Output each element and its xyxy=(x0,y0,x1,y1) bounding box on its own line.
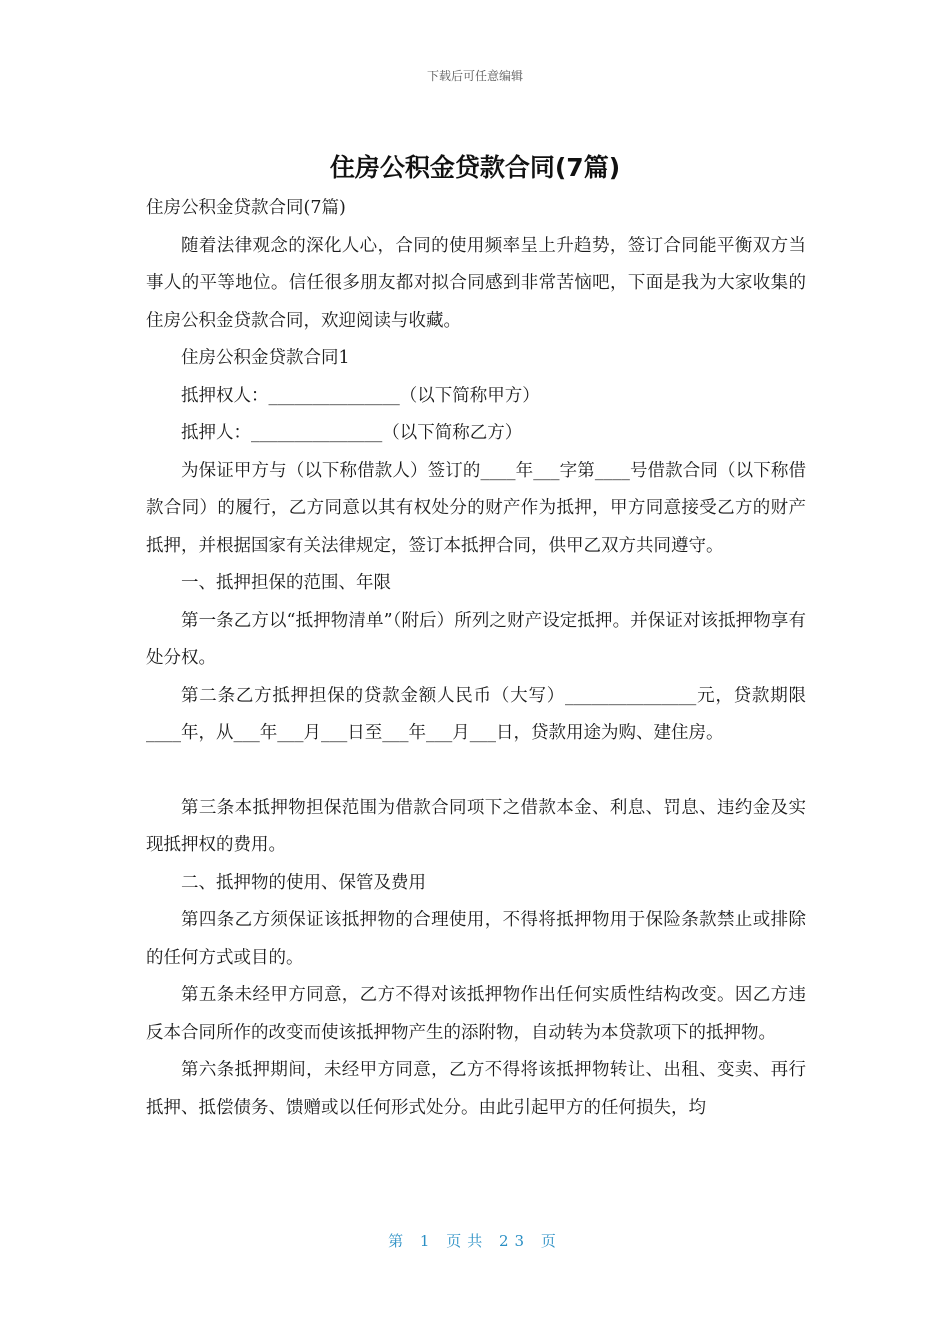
document-title: 住房公积金贷款合同(7篇) xyxy=(329,153,621,182)
section-heading-2: 二、抵押物的使用、保管及费用 xyxy=(181,872,426,893)
paragraph-subtitle: 住房公积金贷款合同(7篇) xyxy=(146,198,346,218)
paragraph-intro: 随着法律观念的深化人心，合同的使用频率呈上升趋势，签订合同能平衡双方当事人的平等地位。信任很多朋友都对拟合同感到非常苦恼吧，下面是我为大家收集的住房公积金贷款合同，欢迎阅读与收藏。 xyxy=(146,235,806,331)
paragraph-contract-heading: 住房公积金贷款合同1 xyxy=(181,348,350,368)
section-heading-1: 一、抵押担保的范围、年限 xyxy=(181,573,391,593)
paragraph-article-1: 第一条乙方以“抵押物清单”（附后）所列之财产设定抵押。并保证对该抵押物享有处分权。 xyxy=(146,610,806,668)
paragraph-article-6: 第六条抵押期间，未经甲方同意，乙方不得将该抵押物转让、出租、变卖、再行抵押、抵偿债务、馈赠或以任何形式处分。由此引起甲方的任何损失，均 xyxy=(146,1060,806,1118)
paragraph-preamble: 为保证甲方与（以下称借款人）签订的____年___字第____号借款合同（以下称借款合同）的履行，乙方同意以其有权处分的财产作为抵押，甲方同意接受乙方的财产抵押，并根据国家有关法律规定，签订本抵押合同，供甲乙双方共同遵守。 xyxy=(146,460,806,556)
paragraph-article-4: 第四条乙方须保证该抵押物的合理使用，不得将抵押物用于保险条款禁止或排除的任何方式或目的。 xyxy=(146,910,806,968)
paragraph-article-2: 第二条乙方抵押担保的贷款金额人民币（大写）_______________元，贷款期限____年，从___年___月___日至___年___月___日，贷款用途为购、建住房。 xyxy=(146,685,806,743)
paragraph-article-5: 第五条未经甲方同意，乙方不得对该抵押物作出任何实质性结构改变。因乙方违反本合同所作的改变而使该抵押物产生的添附物，自动转为本贷款项下的抵押物。 xyxy=(146,985,806,1043)
document-body xyxy=(146,190,806,1127)
paragraph-mortgagee: 抵押权人：_______________（以下简称甲方） xyxy=(181,385,540,406)
paragraph-article-3: 第三条本抵押物担保范围为借款合同项下之借款本金、利息、罚息、违约金及实现抵押权的费用。 xyxy=(146,797,806,855)
paragraph-mortgagor: 抵押人：_______________（以下简称乙方） xyxy=(181,423,523,443)
page-number-footer: 第 1 页共 23 页 xyxy=(388,1232,562,1250)
header-note: 下载后可任意编辑 xyxy=(426,69,523,83)
